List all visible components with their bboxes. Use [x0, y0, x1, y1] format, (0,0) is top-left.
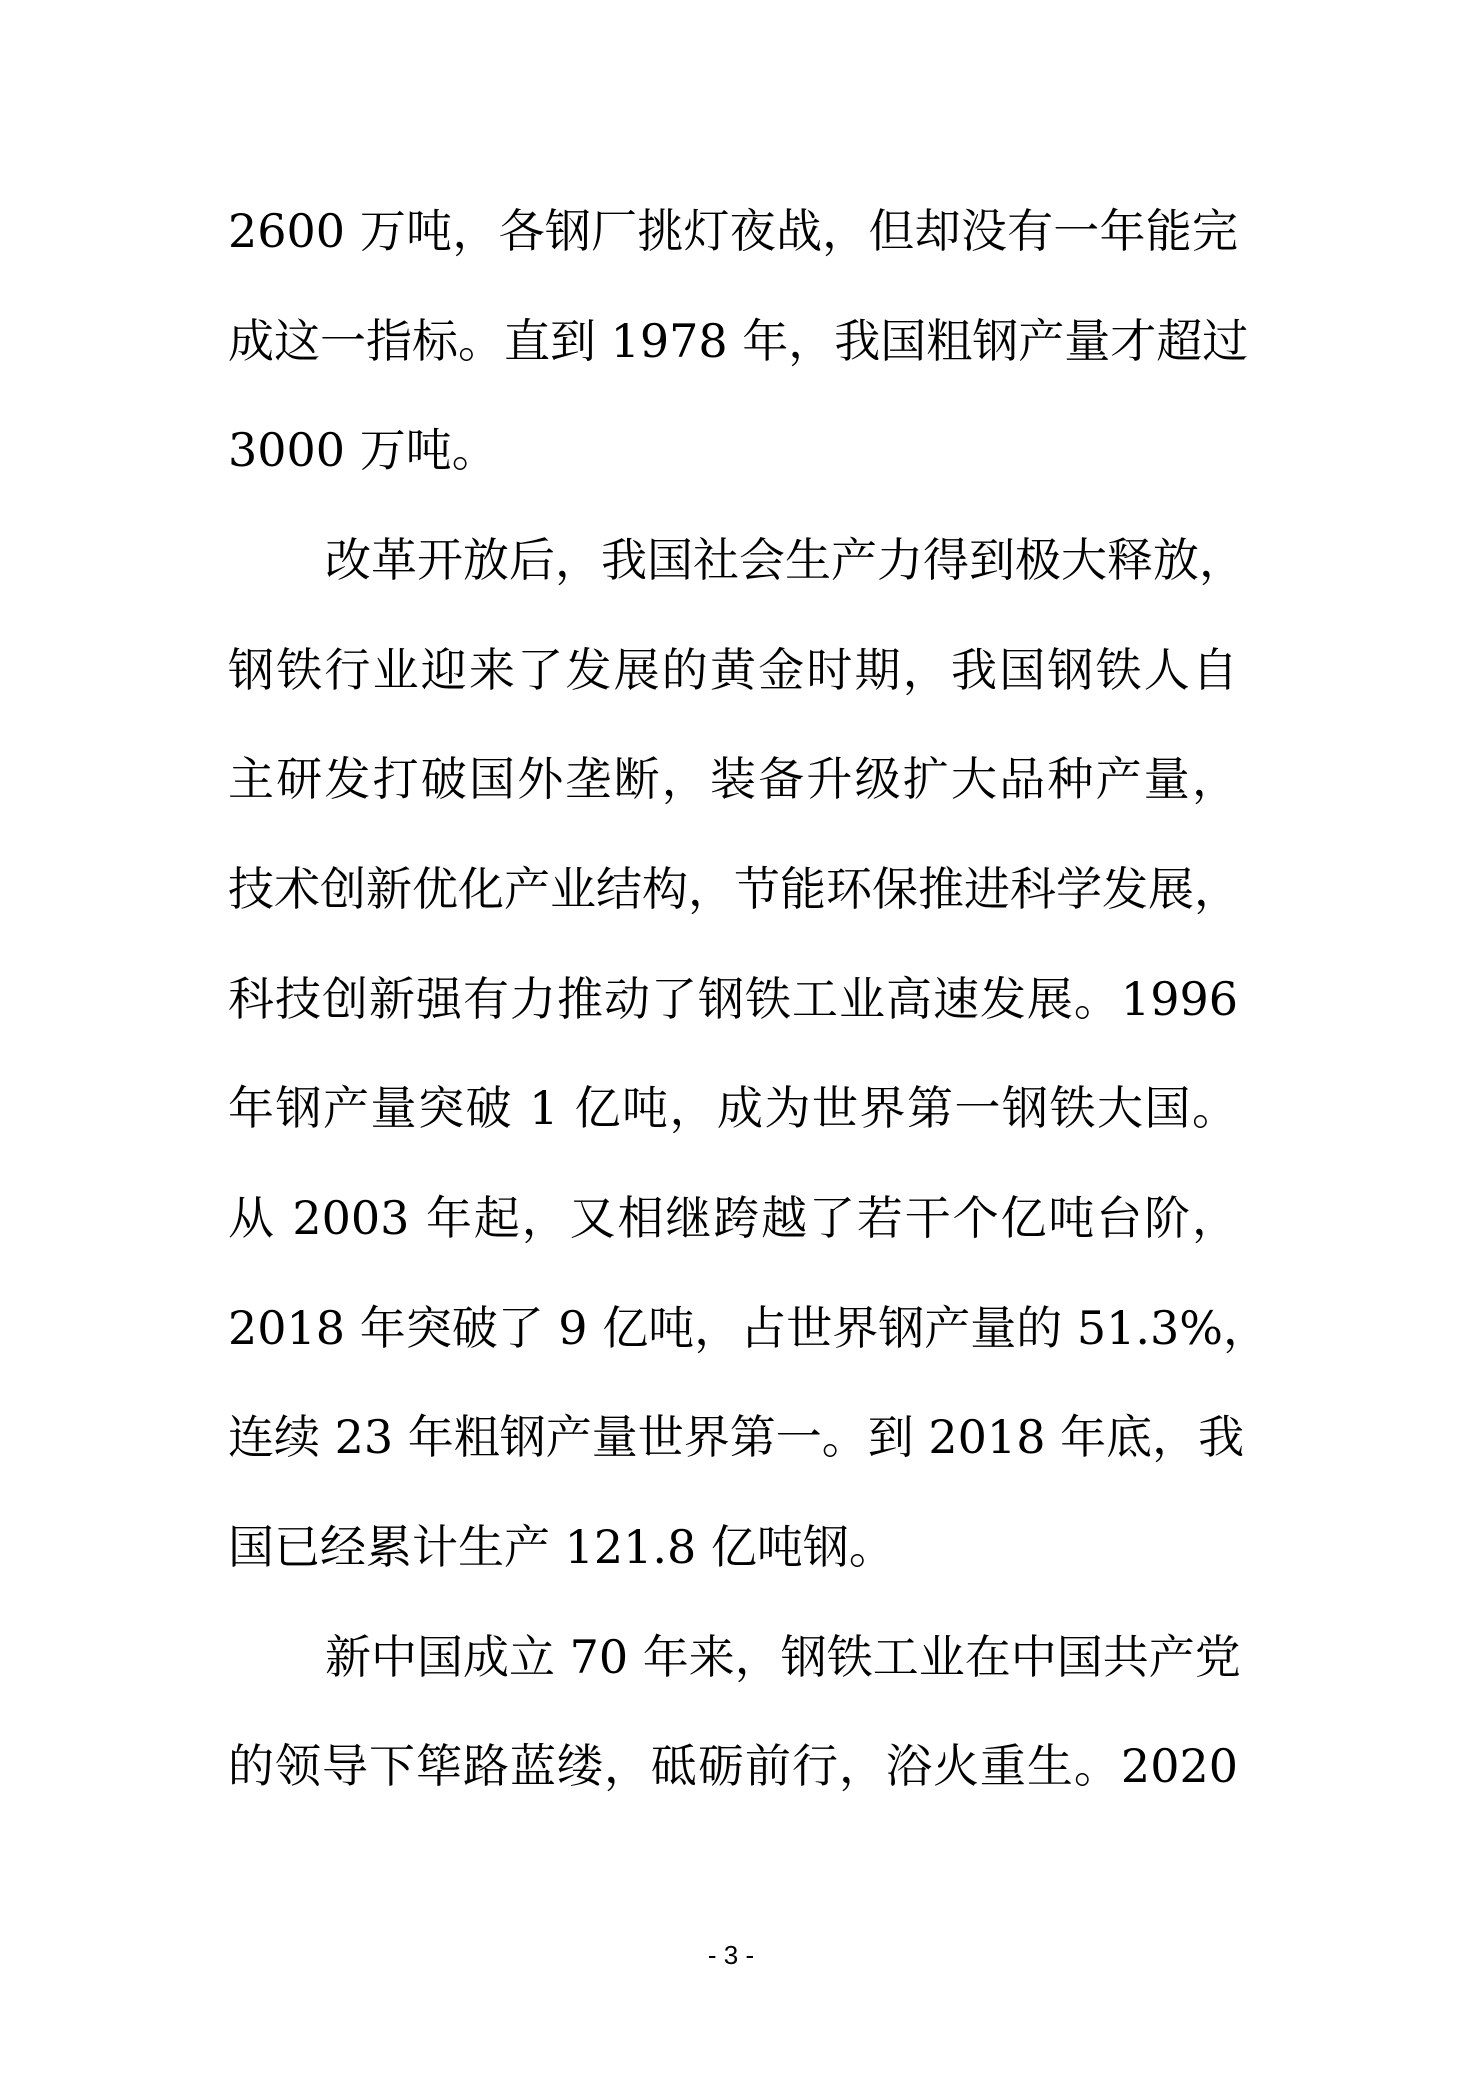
text-line: 3000 万吨。 — [228, 423, 498, 477]
text-line: 年钢产量突破 1 亿吨，成为世界第一钢铁大国。 — [228, 1081, 1238, 1135]
text-line: 的领导下筚路蓝缕，砥砺前行，浴火重生。2020 — [228, 1739, 1238, 1793]
text-line: 钢铁行业迎来了发展的黄金时期，我国钢铁人自 — [228, 643, 1238, 697]
text-line: 成这一指标。直到 1978 年，我国粗钢产量才超过 — [228, 314, 1249, 368]
text-line: 主研发打破国外垄断，装备升级扩大品种产量， — [228, 752, 1238, 806]
page-number: - 3 - — [707, 1940, 755, 1970]
text-line: 国已经累计生产 121.8 亿吨钢。 — [228, 1520, 895, 1574]
text-line: 技术创新优化产业结构，节能环保推进科学发展， — [228, 862, 1240, 916]
text-line: 2600 万吨，各钢厂挑灯夜战，但却没有一年能完 — [228, 204, 1238, 258]
text-line: 连续 23 年粗钢产量世界第一。到 2018 年底，我 — [228, 1410, 1245, 1464]
text-line: 从 2003 年起，又相继跨越了若干个亿吨台阶， — [228, 1191, 1238, 1245]
text-line: 科技创新强有力推动了钢铁工业高速发展。1996 — [228, 972, 1238, 1026]
paragraph-first-line: 改革开放后，我国社会生产力得到极大释放， — [325, 533, 1245, 587]
text-line: 2018 年突破了 9 亿吨，占世界钢产量的 51.3%， — [228, 1301, 1269, 1355]
paragraph-first-line: 新中国成立 70 年来，钢铁工业在中国共产党 — [325, 1630, 1241, 1684]
